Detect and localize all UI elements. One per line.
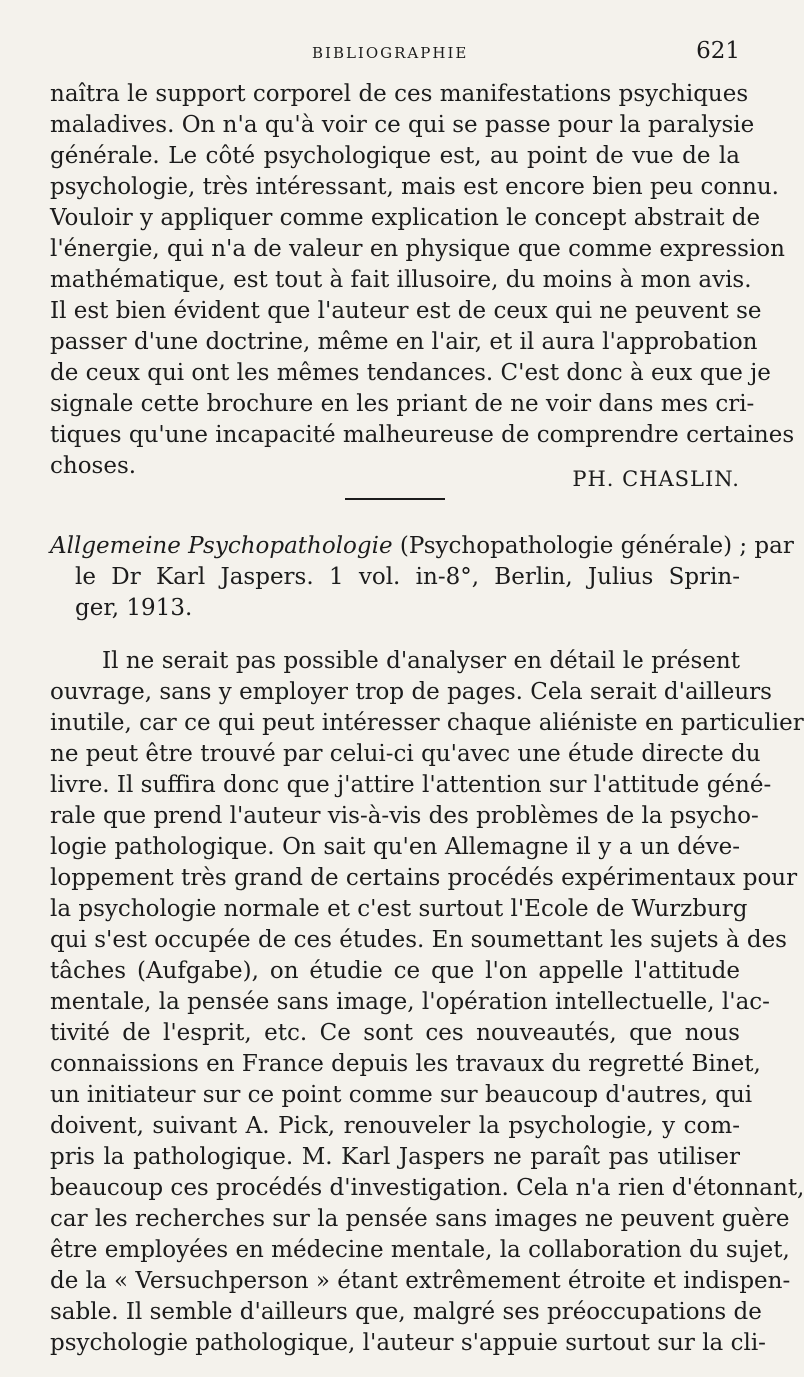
text-line: psychologie pathologique, l'auteur s'appuie surtout sur la cli- — [50, 1330, 766, 1356]
text-line: naîtra le support corporel de ces manifestations psychiques — [50, 81, 749, 107]
text-line: mentale, la pensée sans image, l'opération intellectuelle, l'ac- — [50, 989, 770, 1015]
reference-line: le Dr Karl Jaspers. 1 vol. in-8°, Berlin, Julius Sprin- — [75, 564, 740, 590]
text-line: rale que prend l'auteur vis-à-vis des problèmes de la psycho- — [50, 803, 759, 829]
text-line: être employées en médecine mentale, la collaboration du sujet, — [50, 1237, 790, 1263]
book-reference — [50, 531, 794, 624]
text-line: signale cette brochure en les priant de ne voir dans mes cri- — [50, 391, 755, 417]
section-divider — [345, 498, 445, 500]
text-line: beaucoup ces procédés d'investigation. Cela n'a rien d'étonnant, — [50, 1175, 804, 1201]
reference-text: (Psychopathologie générale) ; par — [392, 533, 794, 559]
text-line: doivent, suivant A. Pick, renouveler la psychologie, y com- — [50, 1113, 740, 1139]
text-line: Il ne serait pas possible d'analyser en détail le présent — [102, 648, 740, 674]
review-text — [50, 646, 804, 1359]
text-line: un initiateur sur ce point comme sur beaucoup d'autres, qui — [50, 1082, 753, 1108]
text-line: connaissions en France depuis les travaux du regretté Binet, — [50, 1051, 761, 1077]
text-line: ouvrage, sans y employer trop de pages. Cela serait d'ailleurs — [50, 679, 772, 705]
text-line: de ceux qui ont les mêmes tendances. C'est donc à eux que je — [50, 360, 771, 386]
text-line: de la « Versuchperson » étant extrêmement étroite et indispen- — [50, 1268, 791, 1294]
text-line: ne peut être trouvé par celui-ci qu'avec une étude directe du — [50, 741, 761, 767]
text-line: l'énergie, qui n'a de valeur en physique que comme expression — [50, 236, 785, 262]
text-line: générale. Le côté psychologique est, au point de vue de la — [50, 143, 740, 169]
running-head: BIBLIOGRAPHIE — [312, 44, 469, 62]
page-header — [50, 38, 740, 72]
previous-review-text — [50, 79, 795, 482]
reference-line — [50, 531, 794, 562]
text-line: maladives. On n'a qu'à voir ce qui se passe pour la paralysie — [50, 112, 755, 138]
text-line: car les recherches sur la pensée sans images ne peuvent guère — [50, 1206, 790, 1232]
text-line: Vouloir y appliquer comme explication le concept abstrait de — [50, 205, 761, 231]
text-line: choses. — [50, 453, 137, 479]
text-line: tivité de l'esprit, etc. Ce sont ces nouveautés, que nous — [50, 1020, 740, 1046]
text-line: la psychologie normale et c'est surtout l'Ecole de Wurzburg — [50, 896, 748, 922]
text-line: passer d'une doctrine, même en l'air, et il aura l'approbation — [50, 329, 758, 355]
text-line: psychologie, très intéressant, mais est encore bien peu connu. — [50, 174, 779, 200]
book-title: Allgemeine Psychopathologie — [50, 533, 393, 559]
text-line: qui s'est occupée de ces études. En soumettant les sujets à des — [50, 927, 787, 953]
text-line: logie pathologique. On sait qu'en Allemagne il y a un déve- — [50, 834, 740, 860]
review-signature: PH. CHASLIN. — [572, 467, 740, 491]
text-line: Il est bien évident que l'auteur est de ceux qui ne peuvent se — [50, 298, 762, 324]
page-number: 621 — [696, 38, 740, 64]
text-line: sable. Il semble d'ailleurs que, malgré ses préoccupations de — [50, 1299, 762, 1325]
text-line: tâches (Aufgabe), on étudie ce que l'on appelle l'attitude — [50, 958, 740, 984]
text-line: pris la pathologique. M. Karl Jaspers ne paraît pas utiliser — [50, 1144, 740, 1170]
text-line: loppement très grand de certains procédés expérimentaux pour — [50, 865, 798, 891]
reference-line: ger, 1913. — [75, 595, 193, 621]
text-line: inutile, car ce qui peut intéresser chaque aliéniste en particulier — [50, 710, 804, 736]
text-line: mathématique, est tout à fait illusoire, du moins à mon avis. — [50, 267, 752, 293]
text-line: livre. Il suffira donc que j'attire l'attention sur l'attitude géné- — [50, 772, 772, 798]
text-line: tiques qu'une incapacité malheureuse de comprendre certaines — [50, 422, 795, 448]
